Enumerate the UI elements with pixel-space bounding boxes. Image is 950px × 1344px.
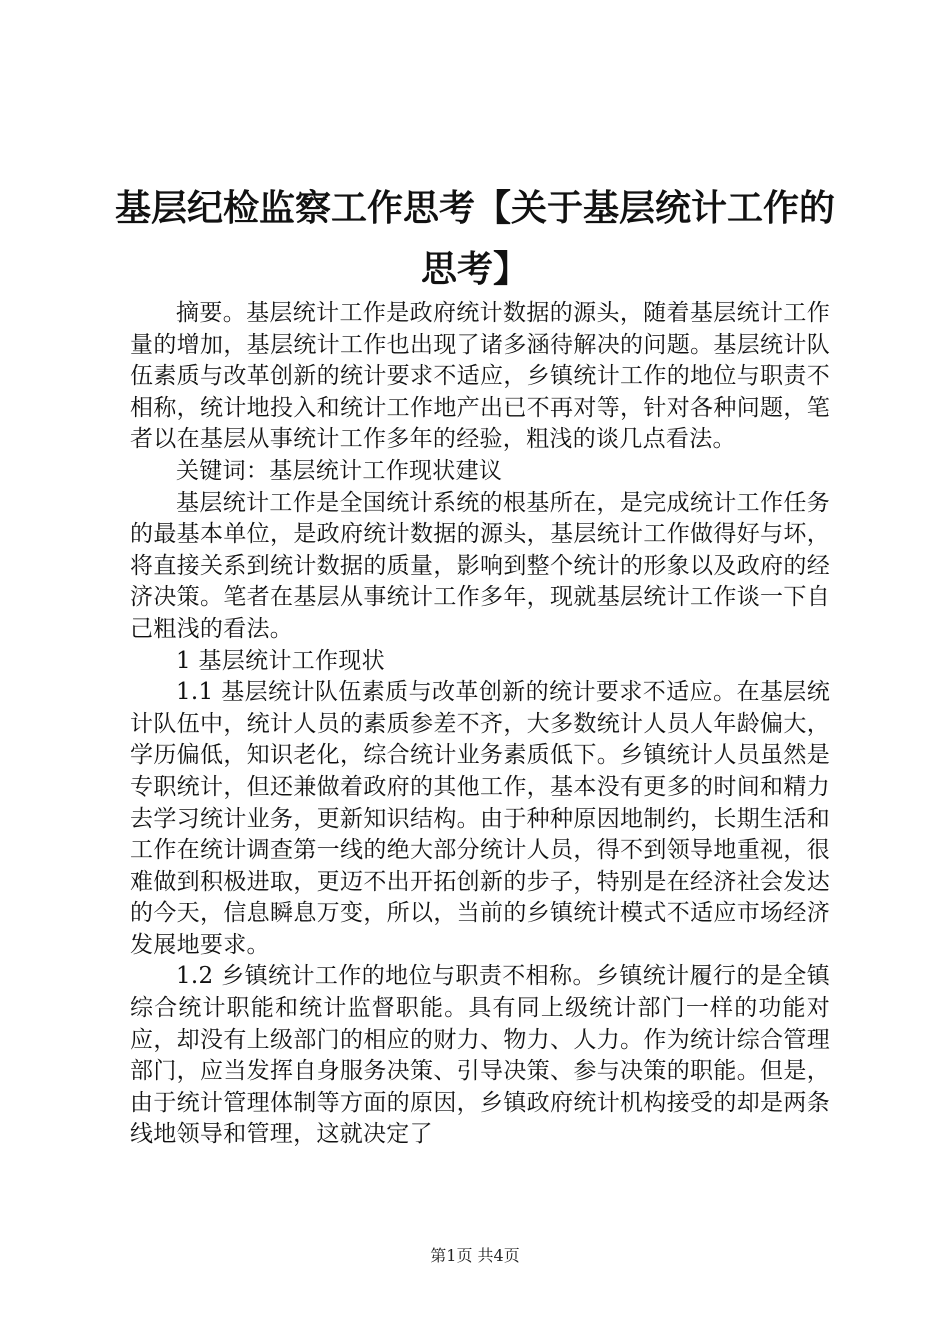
section-1-2-paragraph: 1.2 乡镇统计工作的地位与职责不相称。乡镇统计履行的是全镇综合统计职能和统计监督职能。具有同上级统计部门一样的功能对应，却没有上级部门的相应的财力、物力、人力。作为统计综合管理部门，应当发挥自身服务决策、引导决策、参与决策的职能。但是，由于统计管理体制等方面的原因，乡镇政府统计机构接受的却是两条线地领导和管理，这就决定了 [130,963,830,1148]
section-heading: 1 基层统计工作现状 [176,647,385,674]
keywords-paragraph: 关键词：基层统计工作现状建议 [176,457,503,484]
abstract-paragraph: 摘要。基层统计工作是政府统计数据的源头，随着基层统计工作量的增加，基层统计工作也出现了诸多涵待解决的问题。基层统计队伍素质与改革创新的统计要求不适应，乡镇统计工作的地位与职责不相称，统计地投入和统计工作地产出已不再对等，针对各种问题，笔者以在基层从事统计工作多年的经验，粗浅的谈几点看法。 [130,300,830,453]
page-footer: 第1页 共4页 [430,1246,520,1265]
document-body [130,298,830,1151]
section-1-1-paragraph: 1.1 基层统计队伍素质与改革创新的统计要求不适应。在基层统计队伍中，统计人员的素质参差不齐，大多数统计人员人年龄偏大，学历偏低，知识老化，综合统计业务素质低下。乡镇统计人员虽然是专职统计，但还兼做着政府的其他工作，基本没有更多的时间和精力去学习统计业务，更新知识结构。由于种种原因地制约，长期生活和工作在统计调查第一线的绝大部分统计人员，得不到领导地重视，很难做到积极进取，更迈不出开拓创新的步子，特别是在经济社会发达的今天，信息瞬息万变，所以，当前的乡镇统计模式不适应市场经济发展地要求。 [130,679,830,958]
intro-paragraph: 基层统计工作是全国统计系统的根基所在，是完成统计工作任务的最基本单位，是政府统计数据的源头，基层统计工作做得好与坏，将直接关系到统计数据的质量，影响到整个统计的形象以及政府的经济决策。笔者在基层从事统计工作多年，现就基层统计工作谈一下自己粗浅的看法。 [130,489,830,642]
document-title: 基层纪检监察工作思考【关于基层统计工作的思考】 [114,187,835,290]
